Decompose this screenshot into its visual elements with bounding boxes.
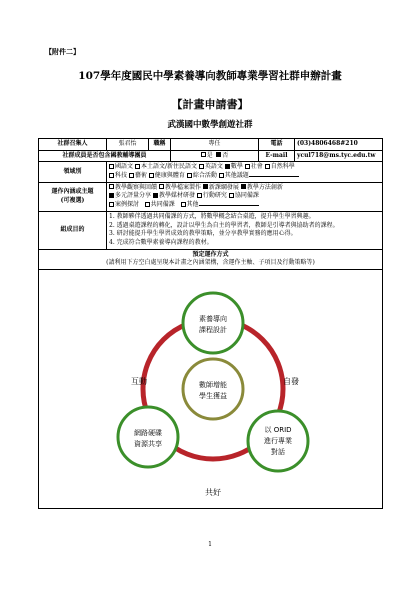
theme-option[interactable]: 新課綱發展: [203, 184, 239, 191]
node-right-text-2: 進行專業: [264, 436, 292, 445]
email-label: E-mail: [259, 150, 295, 162]
phone-label: 電話: [259, 139, 295, 151]
document-title: 107學年度國民中學素養導向教師專業學習社群申辦計畫: [78, 70, 342, 82]
convener-label: 社群召集人: [39, 139, 107, 151]
checkbox[interactable]: [219, 173, 224, 178]
yes-label: 是: [206, 151, 213, 159]
theme-option[interactable]: 其他: [181, 201, 259, 208]
domain-row: [39, 162, 383, 182]
center-text-1: 數師增能: [199, 380, 227, 389]
node-top-text-2: 課程設計: [199, 325, 227, 334]
checkbox[interactable]: [129, 173, 134, 178]
advisor-choice: [171, 150, 259, 162]
domain-option[interactable]: 英語文: [199, 163, 223, 170]
label-initiative: 自發: [283, 376, 299, 386]
section-title: 【計畫申請書】: [171, 98, 249, 111]
diagram-cell: [39, 269, 383, 508]
domain-label: 領域別: [39, 162, 107, 182]
domain-option[interactable]: 藝術: [129, 172, 147, 179]
checkbox[interactable]: [265, 164, 270, 169]
center-circle: [183, 359, 243, 419]
domain-option[interactable]: 自然科學: [265, 163, 295, 170]
theme-option[interactable]: 教學方法創新: [241, 184, 283, 191]
theme-label-cell: [39, 182, 107, 211]
position-value: 專任: [171, 139, 259, 151]
checkbox[interactable]: [229, 193, 234, 198]
theme-label-note: (可複選): [60, 196, 85, 204]
theme-option[interactable]: 教學媒材研發: [153, 192, 195, 199]
theme-option[interactable]: 多元評量分享: [109, 192, 151, 199]
theme-row: [39, 182, 383, 211]
checkbox[interactable]: [109, 173, 114, 178]
checkbox[interactable]: [225, 164, 230, 169]
goals-label: 組成目的: [39, 211, 107, 249]
no-label: 否: [222, 151, 229, 159]
checkbox[interactable]: [145, 202, 150, 207]
goals-row: [39, 211, 383, 249]
domain-option[interactable]: 綜合活動: [187, 172, 217, 179]
domain-option[interactable]: 國語文: [109, 163, 133, 170]
label-interaction: 互動: [131, 376, 147, 386]
label-common-good: 共好: [205, 487, 221, 497]
theme-option[interactable]: 共同備課: [145, 201, 175, 208]
page-number: 1: [208, 541, 212, 548]
center-text-2: 學生獲益: [199, 391, 227, 400]
checkbox[interactable]: [159, 184, 164, 189]
domain-option[interactable]: 其他議題: [219, 172, 299, 179]
goals-list: [107, 211, 383, 249]
checkbox[interactable]: [109, 193, 114, 198]
theme-options: [107, 182, 383, 211]
diagram-row: [39, 269, 383, 508]
checkbox[interactable]: [135, 164, 140, 169]
node-top-text-1: 素養導向: [199, 314, 227, 323]
domain-option[interactable]: 社會: [245, 163, 263, 170]
goal-item: 3. 研討能提升學生學習成效的教學策略，並分享教學實務的應用心得。: [109, 230, 297, 238]
goal-item: 1. 教師夥伴透過共同備課的方式，將數學概念結合桌遊，提升學生學習興趣。: [109, 212, 315, 220]
club-name: 武漢國中數學創遊社群: [167, 120, 253, 130]
checkbox[interactable]: [203, 184, 208, 189]
node-left: [118, 407, 178, 467]
node-top: [183, 293, 243, 353]
plan-table: [38, 138, 383, 509]
checkbox[interactable]: [199, 164, 204, 169]
theme-label: 運作內涵或主題: [51, 188, 94, 196]
advisor-label: 社群成員是否包含國教輔導團員: [39, 150, 171, 162]
framework-diagram: [41, 271, 385, 503]
phone-value: (03)4806468#210: [295, 139, 383, 151]
advisor-row: [39, 150, 383, 162]
node-right-text-1: 以 ORID: [264, 425, 292, 434]
theme-option[interactable]: 教學觀察與回饋: [109, 184, 157, 191]
domain-option[interactable]: 科技: [109, 172, 127, 179]
operation-heading: 預定運作方式 (請利用下方空白處呈現本計畫之內涵架構，含運作主軸、子項目及行動策略等): [39, 249, 383, 269]
checkbox[interactable]: [153, 193, 158, 198]
node-left-text-1: 網路硬碟: [134, 428, 162, 437]
goal-item: 4. 完成符合數學素養導向課程的教材。: [109, 238, 213, 246]
email-value: ycul718@ms.tyc.edu.tw: [295, 150, 383, 162]
theme-option[interactable]: 教學檔案製作: [159, 184, 201, 191]
checkbox[interactable]: [197, 193, 202, 198]
checkbox[interactable]: [245, 164, 250, 169]
convener-row: [39, 139, 383, 151]
attachment-label: 【附件二】: [45, 47, 80, 56]
position-label: 職稱: [149, 139, 171, 151]
no-checkbox[interactable]: [216, 152, 221, 157]
domain-option[interactable]: 數學: [225, 163, 243, 170]
checkbox[interactable]: [109, 202, 114, 207]
theme-option[interactable]: 行動研究: [197, 192, 227, 199]
theme-option[interactable]: 協同備課: [229, 192, 259, 199]
domain-options: [107, 162, 383, 182]
goal-item: 2. 透過桌遊課程的轉化，設計以學生為自主的學習者，教師是引導者與協助者的課程。: [109, 221, 339, 229]
checkbox[interactable]: [181, 202, 186, 207]
checkbox[interactable]: [109, 164, 114, 169]
operation-heading-row: [39, 249, 383, 269]
checkbox[interactable]: [241, 184, 246, 189]
convener-name: 張君怡: [107, 139, 149, 151]
checkbox[interactable]: [109, 184, 114, 189]
operation-note: (請利用下方空白處呈現本計畫之內涵架構，含運作主軸、子項目及行動策略等): [106, 259, 315, 267]
checkbox[interactable]: [149, 173, 154, 178]
domain-option[interactable]: 健康與體育: [149, 172, 185, 179]
yes-checkbox[interactable]: [201, 152, 206, 157]
node-left-text-2: 資源共享: [134, 439, 162, 448]
domain-option[interactable]: 本土語文/新住民語文: [135, 163, 197, 170]
node-right-text-3: 對話: [271, 447, 285, 456]
checkbox[interactable]: [187, 173, 192, 178]
theme-option[interactable]: 案例探討: [109, 201, 139, 208]
